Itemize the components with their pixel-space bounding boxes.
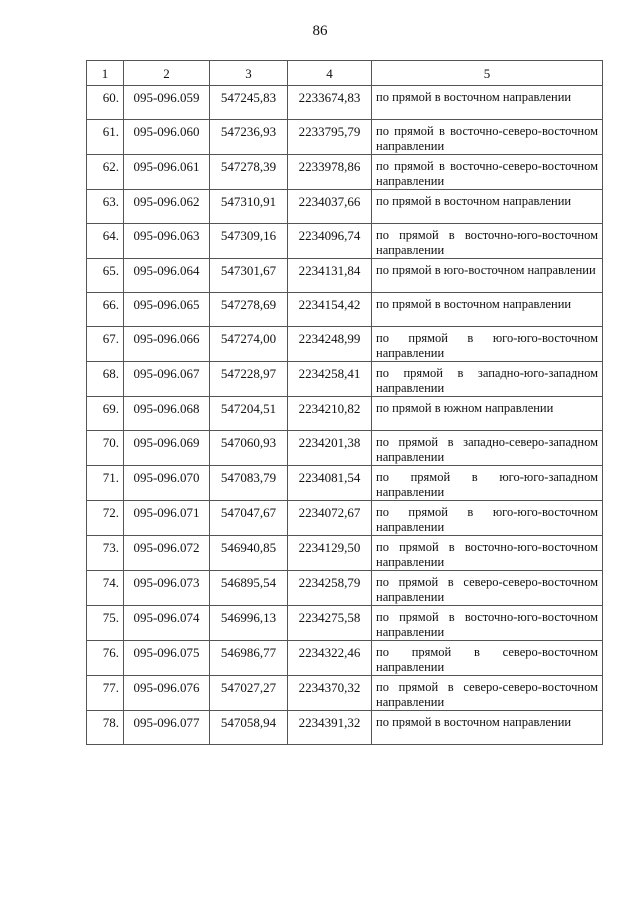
y-coordinate-cell: 2234072,67 — [288, 501, 372, 536]
row-number-cell: 70. — [87, 431, 124, 466]
direction-cell: по прямой в восточном направлении — [372, 711, 603, 745]
row-number-cell: 62. — [87, 155, 124, 190]
direction-cell: по прямой в северо-северо-восточном направлении — [372, 676, 603, 711]
direction-cell: по прямой в юго-юго-восточном направлении — [372, 501, 603, 536]
table-row — [87, 190, 603, 224]
column-header-4: 4 — [288, 61, 372, 86]
direction-cell: по прямой в восточно-юго-восточном направлении — [372, 536, 603, 571]
row-number-cell: 66. — [87, 293, 124, 327]
x-coordinate-cell: 547310,91 — [210, 190, 288, 224]
y-coordinate-cell: 2234131,84 — [288, 259, 372, 293]
table-row — [87, 711, 603, 745]
y-coordinate-cell: 2234210,82 — [288, 397, 372, 431]
y-coordinate-cell: 2234370,32 — [288, 676, 372, 711]
table-row — [87, 397, 603, 431]
row-number-cell: 67. — [87, 327, 124, 362]
x-coordinate-cell: 546895,54 — [210, 571, 288, 606]
direction-cell: по прямой в восточном направлении — [372, 293, 603, 327]
point-id-cell: 095-096.075 — [124, 641, 210, 676]
direction-cell: по прямой в восточно-юго-восточном направлении — [372, 606, 603, 641]
x-coordinate-cell: 547083,79 — [210, 466, 288, 501]
row-number-cell: 64. — [87, 224, 124, 259]
table-header-row — [87, 61, 603, 86]
table-row — [87, 86, 603, 120]
column-header-3: 3 — [210, 61, 288, 86]
table-row — [87, 676, 603, 711]
y-coordinate-cell: 2234248,99 — [288, 327, 372, 362]
y-coordinate-cell: 2233795,79 — [288, 120, 372, 155]
y-coordinate-cell: 2233674,83 — [288, 86, 372, 120]
direction-cell: по прямой в западно-северо-западном направлении — [372, 431, 603, 466]
x-coordinate-cell: 546940,85 — [210, 536, 288, 571]
x-coordinate-cell: 547309,16 — [210, 224, 288, 259]
column-header-5: 5 — [372, 61, 603, 86]
direction-cell: по прямой в западно-юго-западном направлении — [372, 362, 603, 397]
table-row — [87, 259, 603, 293]
y-coordinate-cell: 2234391,32 — [288, 711, 372, 745]
table-row — [87, 362, 603, 397]
y-coordinate-cell: 2234201,38 — [288, 431, 372, 466]
point-id-cell: 095-096.070 — [124, 466, 210, 501]
point-id-cell: 095-096.060 — [124, 120, 210, 155]
y-coordinate-cell: 2233978,86 — [288, 155, 372, 190]
point-id-cell: 095-096.072 — [124, 536, 210, 571]
x-coordinate-cell: 546996,13 — [210, 606, 288, 641]
table-row — [87, 571, 603, 606]
direction-cell: по прямой в восточно-северо-восточном направлении — [372, 120, 603, 155]
table-row — [87, 606, 603, 641]
table-row — [87, 431, 603, 466]
table-row — [87, 293, 603, 327]
x-coordinate-cell: 547236,93 — [210, 120, 288, 155]
column-header-2: 2 — [124, 61, 210, 86]
direction-cell: по прямой в юго-юго-восточном направлении — [372, 327, 603, 362]
row-number-cell: 68. — [87, 362, 124, 397]
row-number-cell: 65. — [87, 259, 124, 293]
direction-cell: по прямой в восточно-юго-восточном направлении — [372, 224, 603, 259]
point-id-cell: 095-096.059 — [124, 86, 210, 120]
table-row — [87, 327, 603, 362]
x-coordinate-cell: 547301,67 — [210, 259, 288, 293]
row-number-cell: 72. — [87, 501, 124, 536]
row-number-cell: 61. — [87, 120, 124, 155]
point-id-cell: 095-096.068 — [124, 397, 210, 431]
coordinates-table — [86, 60, 603, 745]
table-row — [87, 536, 603, 571]
point-id-cell: 095-096.067 — [124, 362, 210, 397]
y-coordinate-cell: 2234037,66 — [288, 190, 372, 224]
y-coordinate-cell: 2234154,42 — [288, 293, 372, 327]
x-coordinate-cell: 547245,83 — [210, 86, 288, 120]
x-coordinate-cell: 547278,39 — [210, 155, 288, 190]
direction-cell: по прямой в юго-восточном направлении — [372, 259, 603, 293]
y-coordinate-cell: 2234322,46 — [288, 641, 372, 676]
row-number-cell: 75. — [87, 606, 124, 641]
direction-cell: по прямой в восточно-северо-восточном направлении — [372, 155, 603, 190]
row-number-cell: 63. — [87, 190, 124, 224]
table-row — [87, 120, 603, 155]
x-coordinate-cell: 547204,51 — [210, 397, 288, 431]
x-coordinate-cell: 547027,27 — [210, 676, 288, 711]
y-coordinate-cell: 2234258,41 — [288, 362, 372, 397]
table-body — [87, 86, 603, 745]
table-row — [87, 224, 603, 259]
page-number: 86 — [312, 23, 328, 39]
direction-cell: по прямой в южном направлении — [372, 397, 603, 431]
y-coordinate-cell: 2234275,58 — [288, 606, 372, 641]
row-number-cell: 60. — [87, 86, 124, 120]
x-coordinate-cell: 547058,94 — [210, 711, 288, 745]
y-coordinate-cell: 2234129,50 — [288, 536, 372, 571]
table-row — [87, 501, 603, 536]
x-coordinate-cell: 547274,00 — [210, 327, 288, 362]
direction-cell: по прямой в восточном направлении — [372, 190, 603, 224]
row-number-cell: 76. — [87, 641, 124, 676]
point-id-cell: 095-096.062 — [124, 190, 210, 224]
x-coordinate-cell: 546986,77 — [210, 641, 288, 676]
table-row — [87, 466, 603, 501]
x-coordinate-cell: 547047,67 — [210, 501, 288, 536]
y-coordinate-cell: 2234096,74 — [288, 224, 372, 259]
point-id-cell: 095-096.063 — [124, 224, 210, 259]
row-number-cell: 78. — [87, 711, 124, 745]
row-number-cell: 69. — [87, 397, 124, 431]
row-number-cell: 73. — [87, 536, 124, 571]
direction-cell: по прямой в юго-юго-западном направлении — [372, 466, 603, 501]
point-id-cell: 095-096.077 — [124, 711, 210, 745]
direction-cell: по прямой в северо-восточном направлении — [372, 641, 603, 676]
table-row — [87, 641, 603, 676]
point-id-cell: 095-096.065 — [124, 293, 210, 327]
row-number-cell: 74. — [87, 571, 124, 606]
table-row — [87, 155, 603, 190]
point-id-cell: 095-096.076 — [124, 676, 210, 711]
column-header-1: 1 — [87, 61, 124, 86]
row-number-cell: 77. — [87, 676, 124, 711]
direction-cell: по прямой в северо-северо-восточном направлении — [372, 571, 603, 606]
x-coordinate-cell: 547228,97 — [210, 362, 288, 397]
point-id-cell: 095-096.066 — [124, 327, 210, 362]
point-id-cell: 095-096.069 — [124, 431, 210, 466]
row-number-cell: 71. — [87, 466, 124, 501]
y-coordinate-cell: 2234258,79 — [288, 571, 372, 606]
point-id-cell: 095-096.073 — [124, 571, 210, 606]
point-id-cell: 095-096.061 — [124, 155, 210, 190]
point-id-cell: 095-096.074 — [124, 606, 210, 641]
y-coordinate-cell: 2234081,54 — [288, 466, 372, 501]
direction-cell: по прямой в восточном направлении — [372, 86, 603, 120]
x-coordinate-cell: 547060,93 — [210, 431, 288, 466]
point-id-cell: 095-096.071 — [124, 501, 210, 536]
x-coordinate-cell: 547278,69 — [210, 293, 288, 327]
point-id-cell: 095-096.064 — [124, 259, 210, 293]
